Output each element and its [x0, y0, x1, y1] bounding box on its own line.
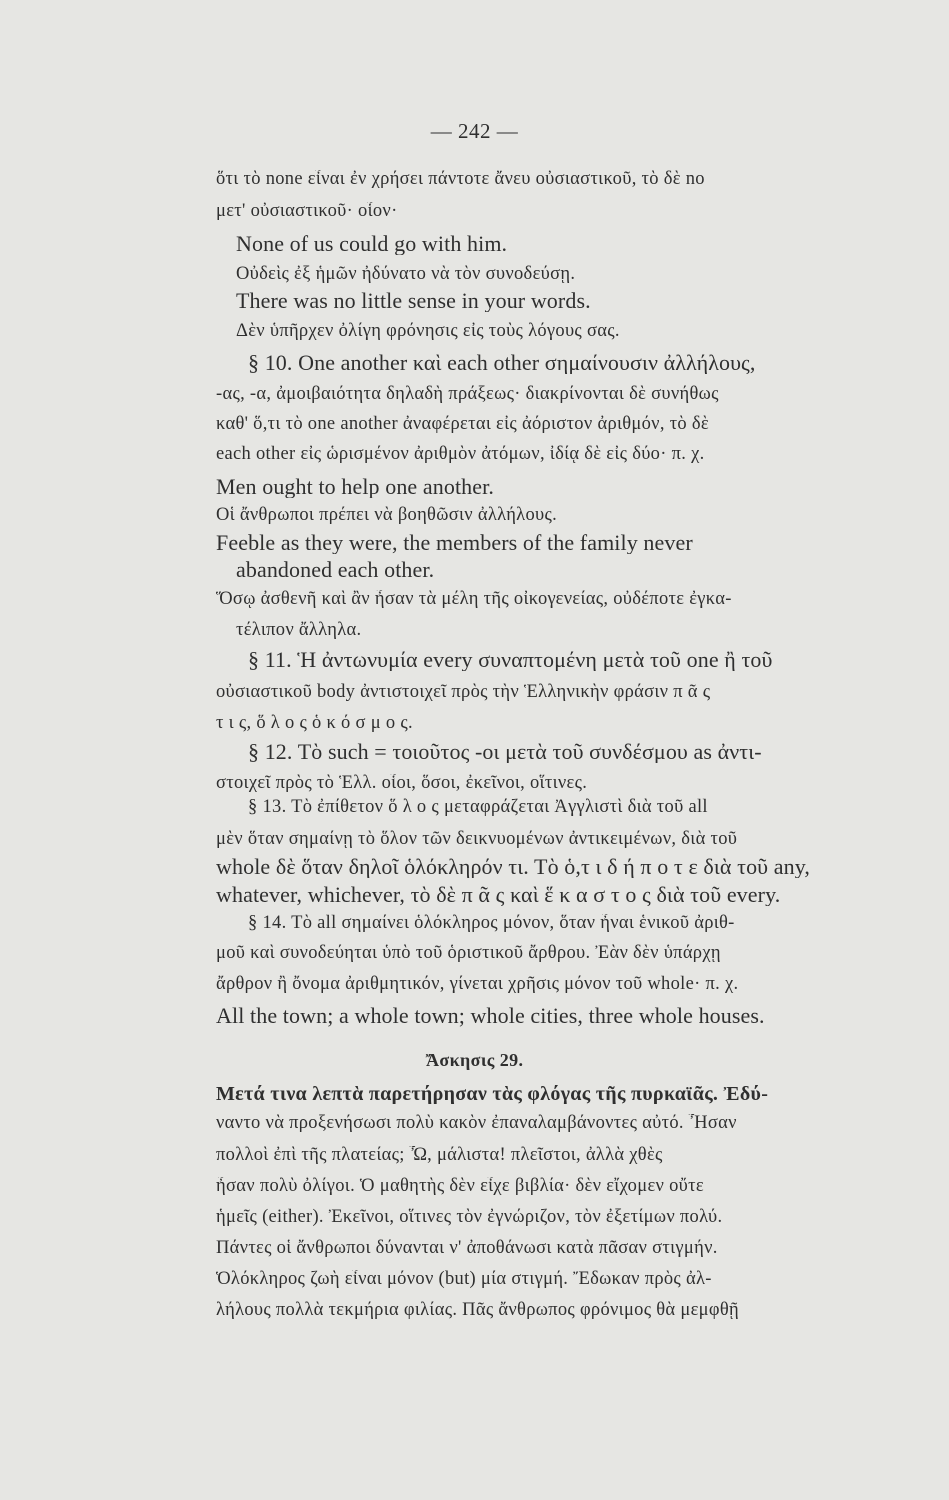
text-line: Οὐδεὶς ἐξ ἡμῶν ἠδύνατο νὰ τὸν συνοδεύσῃ. — [236, 265, 576, 284]
text-line: -ας, -α, ἀμοιβαιότητα δηλαδὴ πράξεως· διακρίνονται δὲ συνήθως — [216, 385, 719, 404]
text-line: μὲν ὅταν σημαίνῃ τὸ ὅλον τῶν δεικνυομένων ἀντικειμένων, διὰ τοῦ — [216, 830, 738, 849]
text-line: There was no little sense in your words. — [236, 290, 591, 312]
text-line: τέλιπον ἄλληλα. — [236, 621, 362, 640]
text-line: Ὅσῳ ἀσθενῆ καὶ ἂν ἦσαν τὰ μέλη τῆς οἰκογενείας, οὐδέποτε ἐγκα- — [216, 590, 732, 609]
text-line: ἄρθρον ἢ ὄνομα ἀριθμητικόν, γίνεται χρῆσις μόνον τοῦ whole· π. χ. — [216, 975, 739, 994]
text-line: ὅτι τὸ none εἶναι ἐν χρήσει πάντοτε ἄνευ οὐσιαστικοῦ, τὸ δὲ no — [216, 170, 705, 189]
text-line: οὐσιαστικοῦ body ἀντιστοιχεῖ πρὸς τὴν Ἑλληνικὴν φράσιν π ᾶ ς — [216, 683, 711, 702]
exercise-line: ἡμεῖς (either). Ἐκεῖνοι, οἵτινες τὸν ἐγνώριζον, τὸν ἐξετίμων πολύ. — [216, 1208, 723, 1227]
text-line: § 13. Τὸ ἐπίθετον ὅ λ ο ς μεταφράζεται Ἀγγλιστὶ διὰ τοῦ all — [248, 798, 708, 817]
text-line: § 12. Τὸ such = τοιοῦτος -οι μετὰ τοῦ συνδέσμου as ἀντι- — [248, 741, 762, 763]
page-number: — 242 — — [430, 119, 519, 143]
exercise-line: Ὁλόκληρος ζωὴ εἶναι μόνον (but) μία στιγμή. Ἔδωκαν πρὸς ἀλ- — [216, 1270, 712, 1289]
exercise-line: λήλους πολλὰ τεκμήρια φιλίας. Πᾶς ἄνθρωπος φρόνιμος θὰ μεμφθῇ — [216, 1301, 739, 1320]
text-line: τ ι ς, ὅ λ ο ς ὁ κ ό σ μ ο ς. — [216, 714, 413, 733]
text-line: Feeble as they were, the members of the family never — [216, 532, 693, 554]
exercise-line: Μετά τινα λεπτὰ παρετήρησαν τὰς φλόγας τῆς πυρκαϊᾶς. Ἐδύ- — [216, 1084, 769, 1104]
exercise-line: ἦσαν πολὺ ὀλίγοι. Ὁ μαθητὴς δὲν εἶχε βιβλία· δὲν εἴχομεν οὔτε — [216, 1177, 704, 1196]
text-line: καθ' ὅ,τι τὸ one another ἀναφέρεται εἰς ἀόριστον ἀριθμόν, τὸ δὲ — [216, 415, 709, 434]
exercise-line: Πάντες οἱ ἄνθρωποι δύνανται ν' ἀποθάνωσι κατὰ πᾶσαν στιγμήν. — [216, 1239, 718, 1258]
text-line: στοιχεῖ πρὸς τὸ Ἑλλ. οἷοι, ὅσοι, ἐκεῖνοι, οἵτινες. — [216, 774, 588, 793]
text-line: each other εἰς ὡρισμένον ἀριθμὸν ἀτόμων, ἰδίᾳ δὲ εἰς δύο· π. χ. — [216, 445, 705, 464]
text-line: Δὲν ὑπῆρχεν ὀλίγη φρόνησις εἰς τοὺς λόγους σας. — [236, 322, 620, 341]
text-line: Οἱ ἄνθρωποι πρέπει νὰ βοηθῶσιν ἀλλήλους. — [216, 506, 558, 525]
text-line: whole δὲ ὅταν δηλοῖ ὁλόκληρόν τι. Τὸ ὁ,τ ι δ ή π ο τ ε διὰ τοῦ any, — [216, 856, 810, 878]
text-line: μοῦ καὶ συνοδεύηται ὑπὸ τοῦ ὁριστικοῦ ἄρθρου. Ἐὰν δὲν ὑπάρχῃ — [216, 944, 721, 963]
text-line: § 14. Τὸ all σημαίνει ὁλόκληρος μόνον, ὅταν ἦναι ἑνικοῦ ἀριθ- — [248, 914, 735, 933]
text-line: abandoned each other. — [236, 559, 435, 581]
exercise-line: ναντο νὰ προξενήσωσι πολὺ κακὸν ἐπαναλαμβάνοντες αὐτό. Ἦσαν — [216, 1114, 737, 1133]
text-line: § 11. Ἡ ἀντωνυμία every συναπτομένη μετὰ τοῦ one ἢ τοῦ — [248, 649, 773, 671]
text-line: Men ought to help one another. — [216, 476, 494, 498]
exercise-line: πολλοὶ ἐπὶ τῆς πλατείας; Ὦ, μάλιστα! πλεῖστοι, ἀλλὰ χθὲς — [216, 1146, 663, 1165]
text-line: All the town; a whole town; whole cities, three whole houses. — [216, 1005, 765, 1027]
text-line: μετ' οὐσιαστικοῦ· οἷον· — [216, 202, 398, 221]
text-line: whatever, whichever, τὸ δὲ π ᾶ ς καὶ ἕ κ α σ τ ο ς διὰ τοῦ every. — [216, 884, 781, 906]
text-line: § 10. One another καὶ each other σημαίνουσιν ἀλλήλους, — [248, 352, 756, 374]
text-line: None of us could go with him. — [236, 233, 508, 255]
exercise-heading: Ἄσκησις 29. — [425, 1050, 524, 1070]
